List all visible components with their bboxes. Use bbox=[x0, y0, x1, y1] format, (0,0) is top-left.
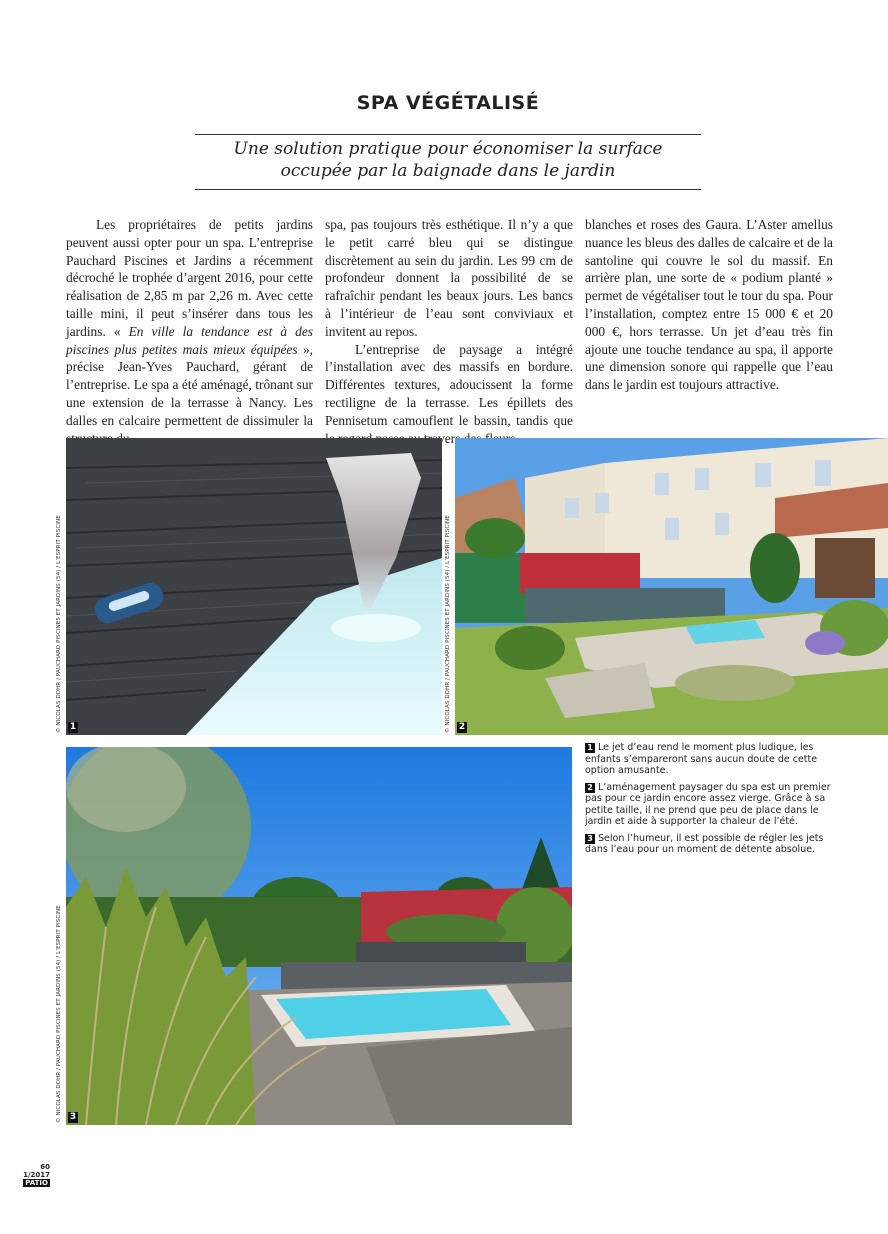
subtitle-line-1: Une solution pratique pour économiser la surface bbox=[233, 139, 663, 159]
text-column-2 bbox=[325, 216, 573, 447]
photo-2-image bbox=[455, 438, 888, 735]
subtitle-rule-bottom bbox=[195, 189, 701, 190]
subtitle-line-2: occupée par la baignade dans le jardin bbox=[280, 161, 616, 181]
magazine-logo: PATIO bbox=[25, 1179, 48, 1187]
page-folio bbox=[22, 1163, 50, 1187]
paragraph: blanches et roses des Gaura. L’Aster amellus nuance les bleus des dalles de calcaire et de la santoline qui couvre le sol du massif. En arrière plan, une sorte de « podium planté » permet de végétaliser tout le tour du spa. Pour l’installation, comptez entre 15 000 € et 20 000 €, hors terrasse. Un jet d’eau très fin ajoute une touche tendance au spa, il apporte une dimension sonore qui rappelle que l’eau dans le jardin est toujours attractive. bbox=[585, 217, 833, 393]
paragraph-text: Les propriétaires de petits jardins peuvent aussi opter pour un spa. L’entreprise Pauchard Piscines et Jardins a récemment décroché le trophée d’argent 2016, pour cette réalisation de 2,85 m par 2,26 m. Avec cette taille mini, il peut s’insérer dans tous les jardins. « bbox=[66, 217, 313, 339]
issue-number: 1/2017 bbox=[23, 1171, 50, 1179]
photo-1-image bbox=[66, 438, 442, 735]
caption-text: Selon l’humeur, il est possible de régler les jets dans l’eau pour un moment de détente absolue. bbox=[585, 832, 824, 855]
photo-3-image bbox=[66, 747, 572, 1125]
paragraph: L’entreprise de paysage a intégré l’installation avec des massifs en bordure. Différentes textures, adoucissent la forme rectiligne de la terrasse. Les épillets des Pennisetum camouflent le bassin, tandis que travers bbox=[325, 341, 573, 446]
text-column-3 bbox=[585, 216, 833, 394]
article-subtitle bbox=[195, 138, 701, 182]
caption-number: 3 bbox=[585, 834, 595, 844]
photo-captions bbox=[585, 742, 835, 861]
photo-1-credit: © NICOLAS DOHR / PAUCHARD PISCINES ET JARDINS (54) / L’ESPRIT PISCINE bbox=[56, 515, 62, 733]
paragraph bbox=[66, 216, 313, 447]
caption-number: 1 bbox=[585, 743, 595, 753]
photo-2-credit: © NICOLAS DOHR / PAUCHARD PISCINES ET JARDINS (54) / L’ESPRIT PISCINE bbox=[445, 515, 451, 733]
article-title: SPA VÉGÉTALISÉ bbox=[356, 92, 540, 114]
paragraph-text: », précise Jean-Yves Pauchard, gérant de l’entreprise. Le spa a été aménagé, trônant sur une extension de la terrasse à Nancy. Les dalles en calcaire permettent de dissimuler la bbox=[66, 341, 313, 428]
photo-3-credit: © NICOLAS DOHR / PAUCHARD PISCINES ET JARDINS (54) / L’ESPRIT PISCINE bbox=[56, 905, 62, 1123]
photo-number: 2 bbox=[458, 722, 466, 732]
caption-3 bbox=[585, 833, 835, 856]
caption-text: L’aménagement paysager du spa est un premier pas pour ce jardin encore assez vierge. Grâce à sa petite taille, il ne prend que peu de place dans le jardin et aide à supporter la chaleur de l’été. bbox=[585, 781, 831, 827]
caption-text: Le jet d’eau rend le moment plus ludique, les enfants s’empareront sans aucun doute de cette option amusante. bbox=[585, 742, 818, 776]
text-column-1 bbox=[66, 216, 313, 447]
photo-1-waterfall bbox=[66, 438, 442, 735]
photo-number: 1 bbox=[69, 722, 77, 732]
caption-2 bbox=[585, 782, 835, 828]
paragraph: spa, pas toujours très esthétique. Il n’y a que le petit carré bleu qui se distingue discrètement au sein du jardin. Les 99 cm de profondeur donnent la possibilité de se rafraîchir pendant les beaux jours. Les bancs à l’intérieur de l’eau sont conviviaux et invitent au repos. bbox=[325, 217, 573, 339]
photo-3-spa-grasses bbox=[66, 747, 572, 1125]
quote: En ville la tendance est à des piscines plus petites mais mieux équipées bbox=[66, 323, 313, 357]
caption-1 bbox=[585, 742, 835, 777]
page-number: 60 bbox=[40, 1163, 50, 1171]
photo-2-garden bbox=[455, 438, 888, 735]
title-rule-top bbox=[195, 134, 701, 135]
caption-number: 2 bbox=[585, 783, 595, 793]
photo-number: 3 bbox=[69, 1112, 77, 1122]
